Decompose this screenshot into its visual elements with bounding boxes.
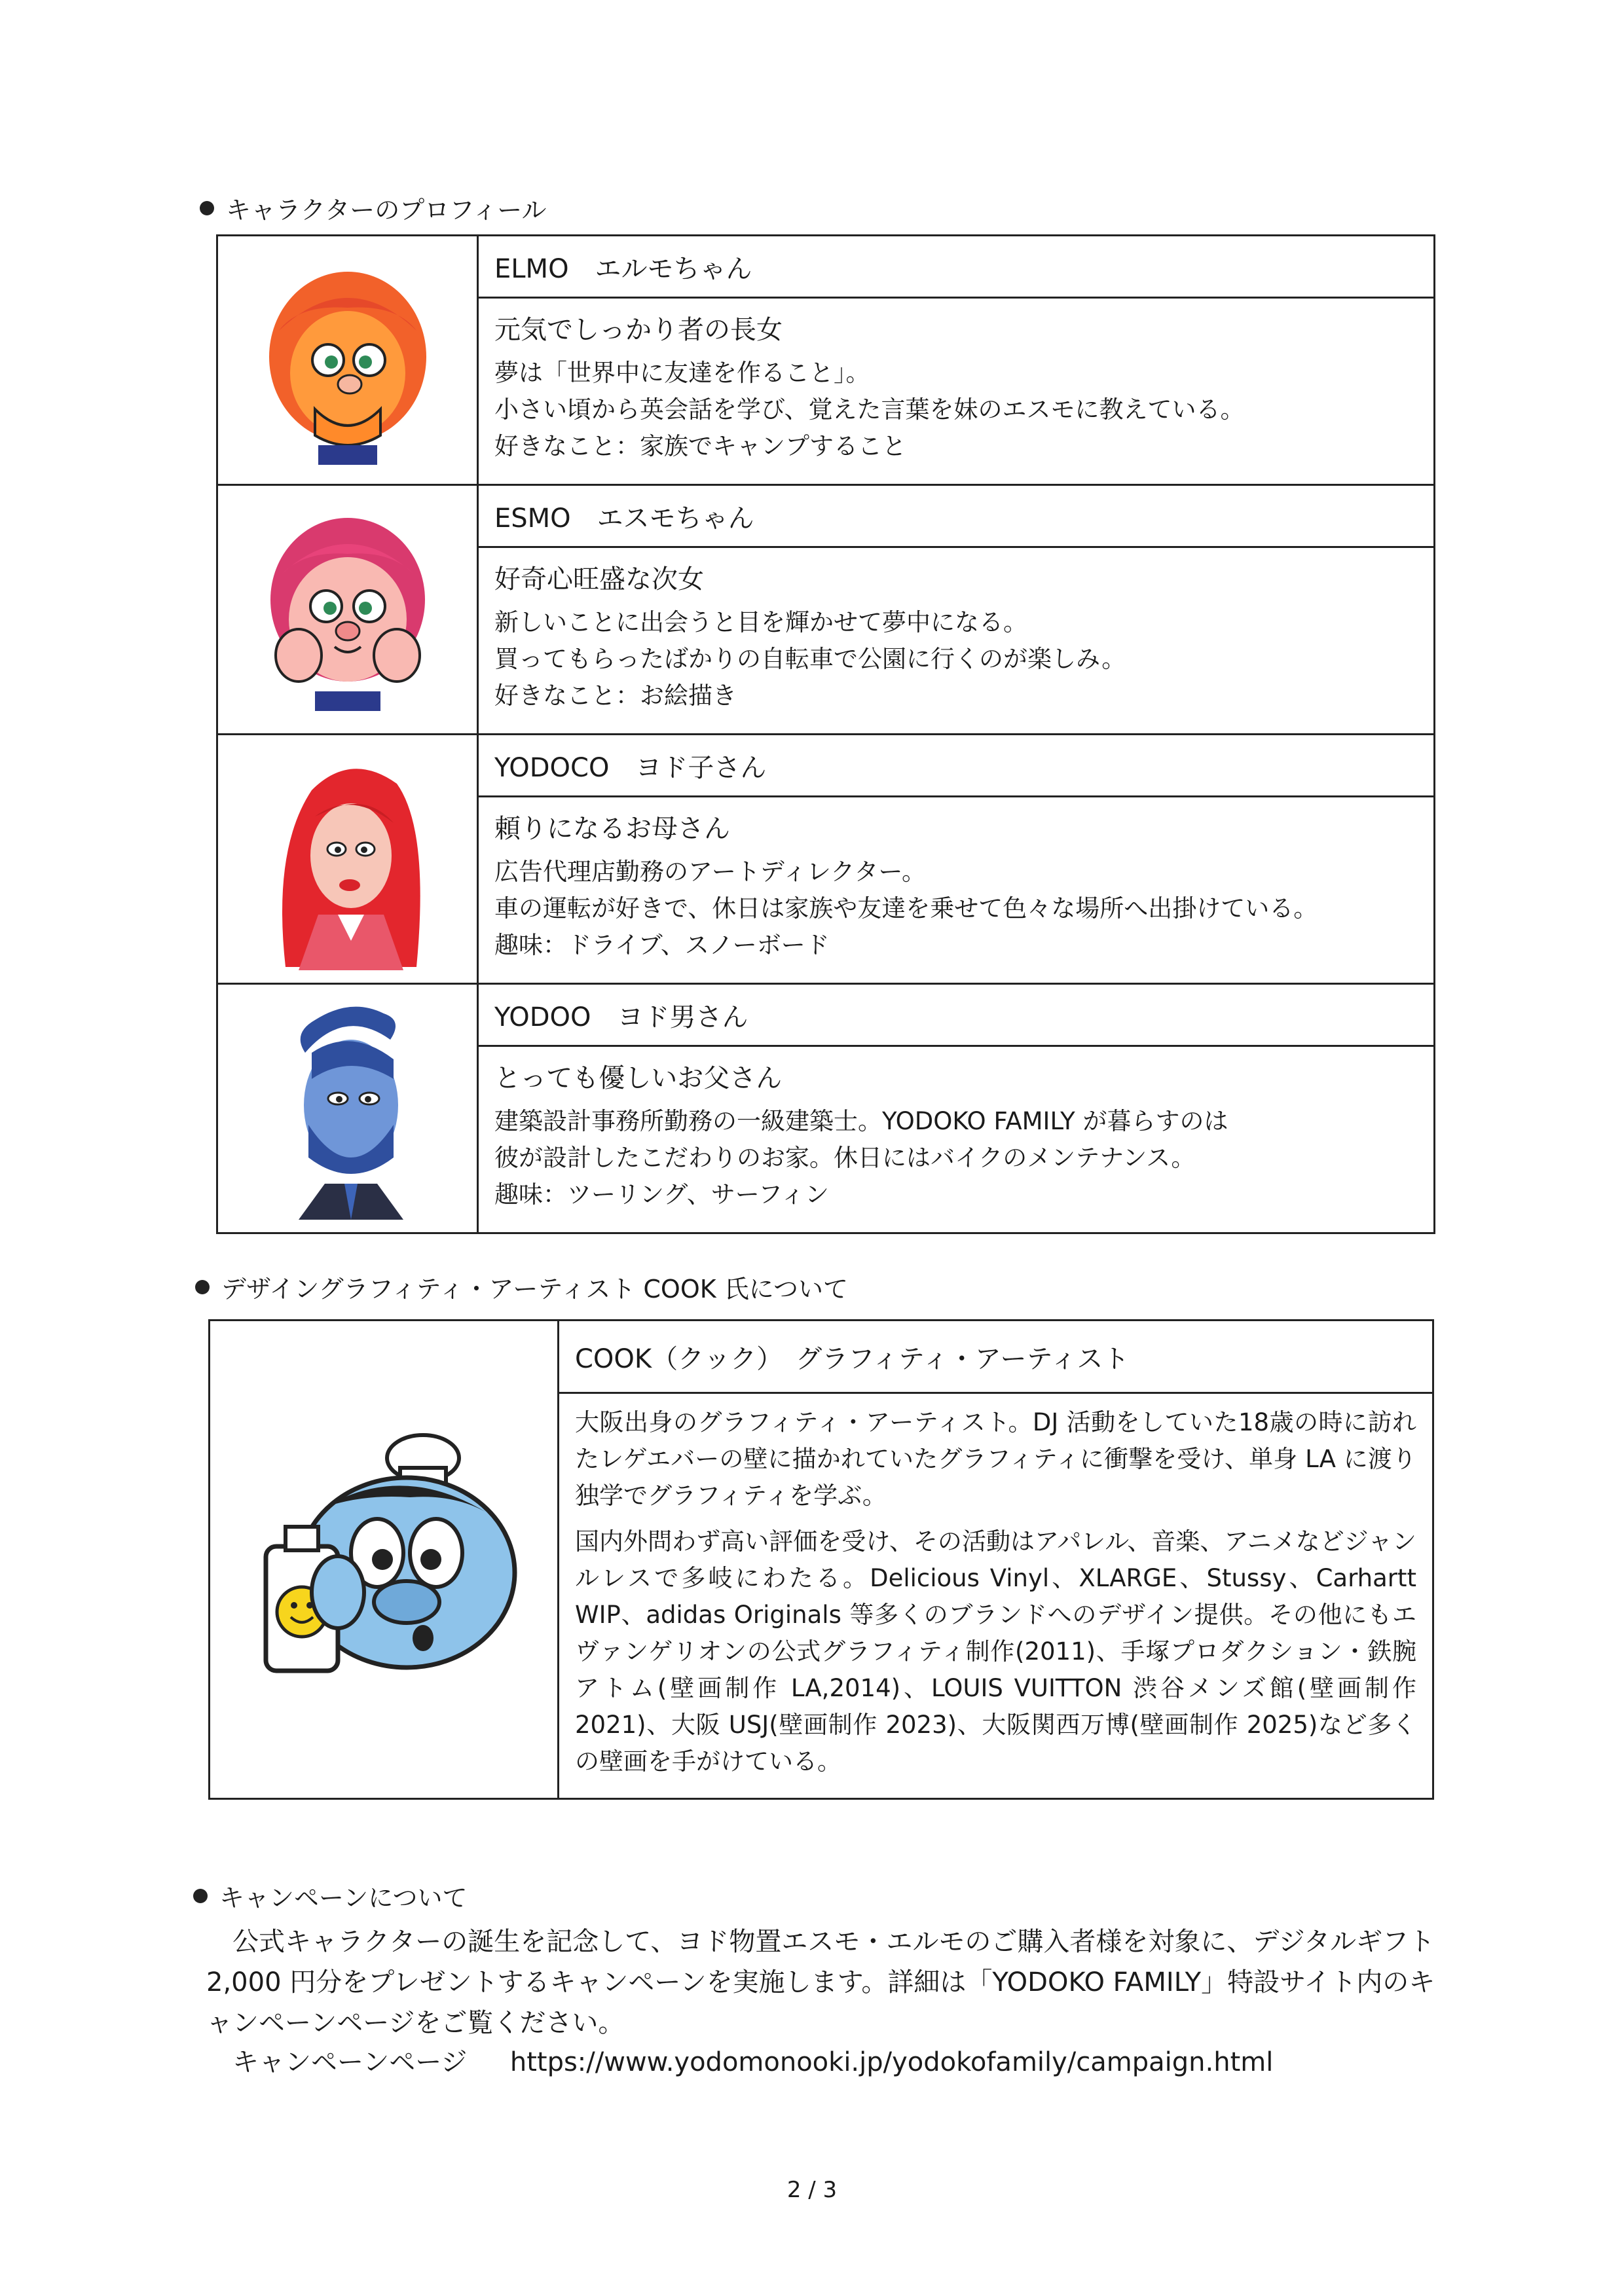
cook-bio-paragraph: 大阪出身のグラフィティ・アーティスト。DJ 活動をしていた18歳の時に訪れたレゲエバーの壁に描かれていたグラフィティに衝撃を受け、単身 LA に渡り独学でグラフィティを学ぶ。 xyxy=(575,1408,1416,1510)
page-number: 2 / 3 xyxy=(786,2177,838,2203)
section-heading-campaign xyxy=(193,1878,467,1914)
bullet-icon xyxy=(195,1280,210,1294)
campaign-link-label: キャンペーンページ xyxy=(232,2047,468,2077)
character-name: YODOO ヨド男さん xyxy=(479,985,1433,1047)
elmo-illustration xyxy=(218,236,479,484)
character-description-line: 新しいことに出会うと目を輝かせて夢中になる。 xyxy=(494,608,1027,636)
character-description-line: 建築設計事務所勤務の一級建築士。YODOKO FAMILY が暮らすのは xyxy=(494,1107,1228,1135)
table-row xyxy=(218,484,1433,733)
character-name: ELMO エルモちゃん xyxy=(479,236,1433,299)
character-name: ESMO エスモちゃん xyxy=(479,486,1433,548)
bullet-icon xyxy=(200,201,214,215)
character-name: YODOCO ヨド子さん xyxy=(479,735,1433,797)
character-description-line: 趣味：ツーリング、サーフィン xyxy=(494,1180,829,1209)
section-heading-text: キャラクターのプロフィール xyxy=(226,196,547,225)
cook-character-icon xyxy=(240,1422,528,1697)
section-heading-cook xyxy=(195,1269,848,1305)
character-tagline: 頼りになるお母さん xyxy=(494,814,730,844)
character-description-line: 好きなこと：お絵描き xyxy=(494,682,737,710)
character-description-line: 趣味：ドライブ、スノーボード xyxy=(494,931,830,959)
yodoco-character-icon xyxy=(253,744,443,974)
bullet-icon xyxy=(193,1889,208,1903)
table-row xyxy=(218,983,1433,1232)
character-tagline: 元気でしっかり者の長女 xyxy=(494,315,783,345)
character-profile-table xyxy=(216,234,1435,1234)
esmo-character-icon xyxy=(253,495,443,724)
character-description-line: 好きなこと：家族でキャンプすること xyxy=(494,432,906,460)
character-description-line: 小さい頃から英会話を学び、覚えた言葉を妹のエスモに教えている。 xyxy=(494,395,1245,424)
table-row xyxy=(218,733,1433,983)
esmo-illustration xyxy=(218,486,479,733)
elmo-character-icon xyxy=(253,246,443,475)
cook-name: COOK（クック） グラフィティ・アーティスト xyxy=(559,1321,1432,1394)
section-heading-text: デザイングラフィティ・アーティスト COOK 氏について xyxy=(221,1275,848,1303)
section-heading-profiles xyxy=(200,190,546,226)
table-row xyxy=(218,236,1433,484)
character-description-line: 広告代理店勤務のアートディレクター。 xyxy=(494,858,926,886)
cook-bio-paragraph: 国内外問わず高い評価を受け、その活動はアパレル、音楽、アニメなどジャンルレスで多岐にわたる。Delicious Vinyl、XLARGE、Stussy、Carhartt WIP、adidas Originals 等多くのブランドへのデザイン提供。その他にもエヴァンゲリオンの公式グラフィティ制作(2011)、手塚プロダクション・鉄腕アトム(壁画制作 LA,2014)、LOUIS VUITTON 渋谷メンズ館(壁画制作 2021)、大阪 USJ(壁画制作 2023)、大阪関西万博(壁画制作 2025)など多くの壁画を手がけている。 xyxy=(575,1527,1416,1776)
campaign-description: 公式キャラクターの誕生を記念して、ヨド物置エスモ・エルモのご購入者様を対象に、デジタルギフト 2,000 円分をプレゼントするキャンペーンを実施します。詳細は「YODOKO FAMILY」特設サイト内のキャンペーンページをご覧ください。 xyxy=(206,1927,1435,2038)
character-tagline: とっても優しいお父さん xyxy=(494,1063,783,1093)
character-description-line: 彼が設計したこだわりのお家。休日にはバイクのメンテナンス。 xyxy=(494,1144,1196,1172)
character-description-line: 夢は「世界中に友達を作ること」。 xyxy=(494,359,870,387)
character-tagline: 好奇心旺盛な次女 xyxy=(494,564,704,594)
yodoo-illustration xyxy=(218,985,479,1232)
campaign-link[interactable]: https://www.yodomonooki.jp/yodokofamily/campaign.html xyxy=(509,2047,1274,2077)
character-description-line: 買ってもらったばかりの自転車で公園に行くのが楽しみ。 xyxy=(494,645,1126,673)
section-heading-text: キャンペーンについて xyxy=(219,1884,468,1912)
cook-illustration xyxy=(210,1321,559,1798)
yodoo-character-icon xyxy=(253,994,443,1223)
character-description-line: 車の運転が好きで、休日は家族や友達を乗せて色々な場所へ出掛けている。 xyxy=(494,894,1318,922)
yodoco-illustration xyxy=(218,735,479,983)
cook-profile-table xyxy=(208,1319,1434,1800)
campaign-link-row xyxy=(232,2041,1273,2079)
